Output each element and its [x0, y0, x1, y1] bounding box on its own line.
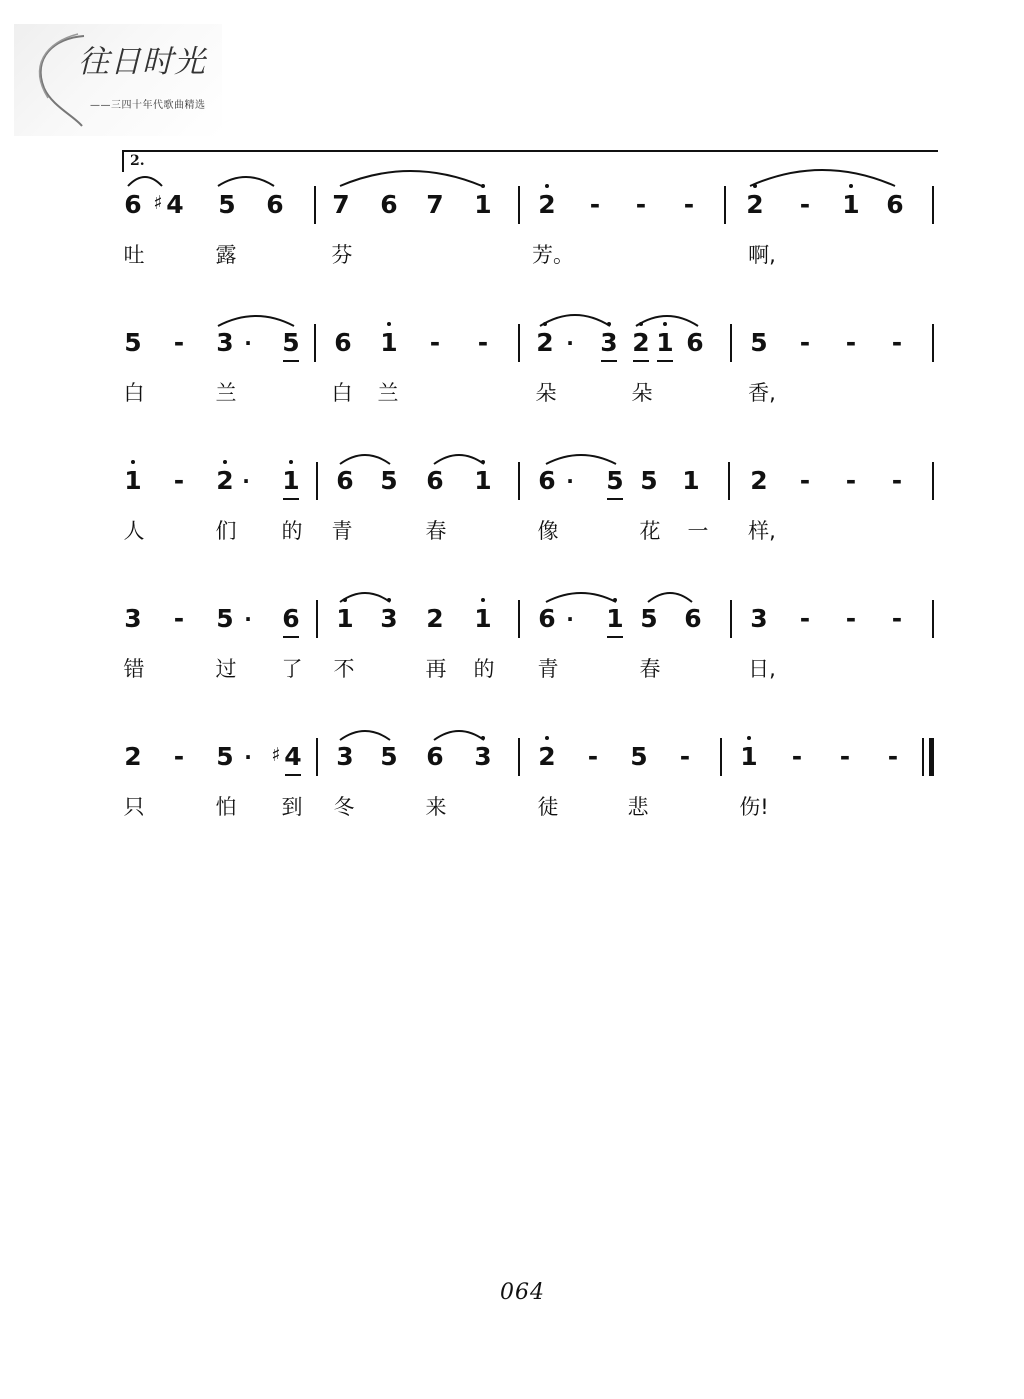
lyric: 了 [281, 657, 303, 681]
lyric: 一 [687, 519, 709, 543]
slur [546, 455, 616, 464]
note: - [791, 742, 803, 771]
note: - [589, 190, 601, 219]
lyric: 啊, [748, 243, 776, 267]
bar-line [518, 186, 520, 224]
augmentation-dot: · [242, 469, 250, 493]
note: 5 [124, 328, 142, 357]
note: 2 [750, 466, 768, 495]
logo-title: 往日时光 [78, 44, 206, 80]
note: 1 [650, 329, 680, 357]
lyric: 错 [123, 657, 145, 681]
final-barline-thin [922, 738, 924, 776]
note: 5 [380, 742, 398, 771]
slur [340, 731, 390, 740]
augmentation-dot: · [244, 331, 252, 355]
lyric: 样, [748, 519, 776, 543]
note: - [799, 466, 811, 495]
lyric: 再 [425, 657, 447, 681]
lyric: 芳。 [532, 243, 574, 267]
slur [546, 593, 616, 602]
lyric: 兰 [377, 381, 399, 405]
slur [750, 170, 895, 186]
note: - [173, 328, 185, 357]
note: 6 [686, 328, 704, 357]
note: 2 [210, 467, 240, 495]
bar-line [518, 324, 520, 362]
note: - [891, 466, 903, 495]
note: - [845, 328, 857, 357]
note: - [887, 742, 899, 771]
note: 6 [538, 604, 556, 633]
note: 1 [734, 743, 764, 771]
lyric: 像 [537, 519, 559, 543]
note: 6 [336, 466, 354, 495]
lyric: 白 [123, 381, 145, 405]
note: 5 [218, 190, 236, 219]
slur [636, 316, 698, 326]
bar-line [932, 600, 934, 638]
note: - [683, 190, 695, 219]
note: - [173, 466, 185, 495]
lyric: 香, [748, 381, 776, 405]
note: 1 [468, 605, 498, 633]
note: 1 [276, 467, 306, 495]
bar-line [724, 186, 726, 224]
bar-line [730, 324, 732, 362]
note: 5 [750, 328, 768, 357]
note: 5 [600, 467, 630, 495]
lyric: 白 [331, 381, 353, 405]
slur [218, 177, 274, 186]
lyric: 冬 [333, 795, 355, 819]
note: 6 [334, 328, 352, 357]
slur [434, 455, 484, 464]
note: 3 [216, 328, 234, 357]
lyric: 露 [215, 243, 237, 267]
note: 3 [374, 605, 404, 633]
note: 1 [374, 329, 404, 357]
note: - [587, 742, 599, 771]
lyric: 来 [425, 795, 447, 819]
lyric: 伤! [739, 795, 769, 819]
lyric: 芬 [331, 243, 353, 267]
note: 1 [600, 605, 630, 633]
note: - [891, 604, 903, 633]
note: 7 [426, 190, 444, 219]
bar-line [518, 600, 520, 638]
note: 5 [640, 466, 658, 495]
lyric: 花 [639, 519, 661, 543]
augmentation-dot: · [566, 469, 574, 493]
augmentation-dot: · [244, 745, 252, 769]
note: - [799, 190, 811, 219]
note: 1 [468, 191, 498, 219]
lyric: 兰 [215, 381, 237, 405]
note: 1 [330, 605, 360, 633]
note: - [429, 328, 441, 357]
bar-line [730, 600, 732, 638]
note: 3 [336, 742, 354, 771]
lyric: 朵 [535, 381, 557, 405]
note: 2 [124, 742, 142, 771]
note: - [173, 742, 185, 771]
note: 2 [532, 191, 562, 219]
note: 6 [124, 190, 142, 219]
note: - [679, 742, 691, 771]
note: 5 [216, 742, 234, 771]
note: 6 [380, 190, 398, 219]
final-barline-thick [929, 738, 934, 776]
lyric: 青 [331, 519, 353, 543]
lyric: 青 [537, 657, 559, 681]
slur [128, 177, 162, 186]
slur [648, 593, 692, 602]
note: 6 [886, 190, 904, 219]
note: ♯ 4 [153, 190, 184, 219]
note: 6 [266, 190, 284, 219]
slur [340, 171, 482, 186]
note: - [845, 604, 857, 633]
note: - [635, 190, 647, 219]
lyric: 人 [123, 519, 145, 543]
note: 7 [332, 190, 350, 219]
bar-line [932, 324, 934, 362]
note: - [839, 742, 851, 771]
bar-line [728, 462, 730, 500]
bar-line [316, 738, 318, 776]
augmentation-dot: · [244, 607, 252, 631]
lyric: 们 [215, 519, 237, 543]
slur [340, 593, 390, 602]
note: 5 [630, 742, 648, 771]
volta-label: 2. [130, 153, 145, 169]
note: - [477, 328, 489, 357]
bar-line [932, 462, 934, 500]
lyric: 的 [473, 657, 495, 681]
note: - [173, 604, 185, 633]
note: 5 [216, 604, 234, 633]
lyric: 不 [333, 657, 355, 681]
note: 1 [836, 191, 866, 219]
note: 3 [594, 329, 624, 357]
note: ♯ 4 [278, 743, 308, 771]
note: 5 [640, 604, 658, 633]
lyric: 怕 [215, 795, 237, 819]
slur [540, 315, 610, 326]
bar-line [316, 462, 318, 500]
slur [218, 316, 294, 326]
lyric: 春 [639, 657, 661, 681]
note: 3 [750, 604, 768, 633]
logo-subtitle: ——三四十年代歌曲精选 [90, 100, 206, 111]
bar-line [314, 186, 316, 224]
note: 5 [276, 329, 306, 357]
lyric: 过 [215, 657, 237, 681]
lyric: 朵 [631, 381, 653, 405]
augmentation-dot: · [566, 607, 574, 631]
bar-line [720, 738, 722, 776]
lyric: 到 [281, 795, 303, 819]
bar-line [314, 324, 316, 362]
lyric: 的 [281, 519, 303, 543]
note: 6 [538, 466, 556, 495]
note: 6 [426, 742, 444, 771]
lyric: 春 [425, 519, 447, 543]
bar-line [932, 186, 934, 224]
note: 2 [740, 191, 770, 219]
note: 1 [468, 467, 498, 495]
note: - [799, 328, 811, 357]
note: 2 [532, 743, 562, 771]
page-number: 064 [500, 1280, 545, 1305]
note: - [799, 604, 811, 633]
note: 6 [684, 604, 702, 633]
slur [434, 731, 484, 740]
note: - [891, 328, 903, 357]
note: 1 [682, 466, 700, 495]
augmentation-dot: · [566, 331, 574, 355]
note: 6 [276, 605, 306, 633]
lyric: 只 [123, 795, 145, 819]
lyric: 徒 [537, 795, 559, 819]
note: 1 [118, 467, 148, 495]
note: 2 [530, 329, 560, 357]
bar-line [518, 738, 520, 776]
note: 2 [626, 329, 656, 357]
note: 2 [426, 604, 444, 633]
note: - [845, 466, 857, 495]
bar-line [518, 462, 520, 500]
slur [340, 455, 390, 464]
note: 6 [426, 466, 444, 495]
bar-line [316, 600, 318, 638]
lyric: 日, [748, 657, 776, 681]
note: 5 [380, 466, 398, 495]
note: 3 [468, 743, 498, 771]
lyric: 吐 [123, 243, 145, 267]
lyric: 悲 [627, 795, 649, 819]
note: 3 [124, 604, 142, 633]
